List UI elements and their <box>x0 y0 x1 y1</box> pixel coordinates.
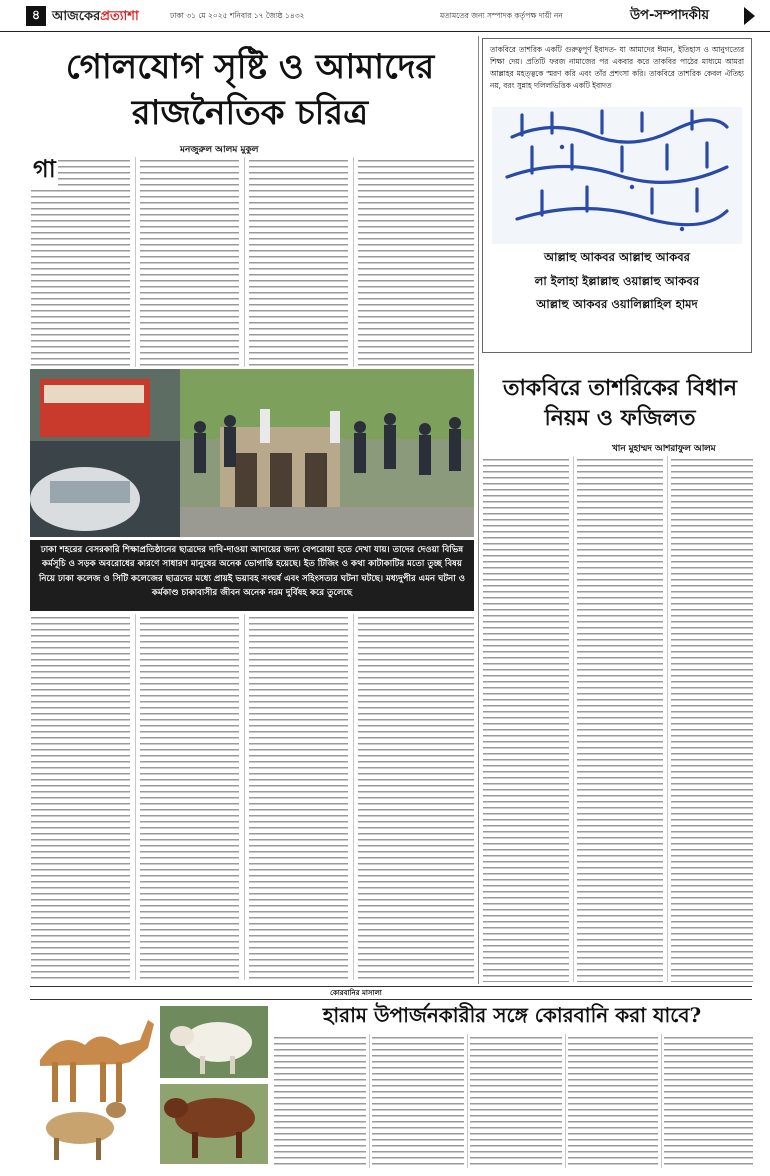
arabic-calligraphy-image <box>492 107 742 244</box>
article-text-block <box>249 614 348 980</box>
article-text-block <box>664 1034 753 1168</box>
masthead <box>0 0 770 32</box>
main-headline <box>28 44 472 136</box>
column-divider <box>244 157 245 367</box>
column-divider <box>353 614 354 980</box>
news-photo-illustration <box>30 369 474 537</box>
disclaimer: মতামতের জন্য সম্পাদক কর্তৃপক্ষ দায়ী নন <box>440 11 563 20</box>
article-text-block <box>58 157 130 187</box>
page-number: ৪ <box>26 6 46 26</box>
article-text-block <box>470 1034 562 1168</box>
column-divider <box>573 456 574 982</box>
right-headline-line2: নিয়ম ও ফজিলত <box>544 405 696 431</box>
takbir-line-1: আল্লাহু আকবর আল্লাহু আকবর <box>543 250 691 264</box>
article-text-block <box>31 614 130 980</box>
column-divider <box>369 1034 370 1168</box>
right-headline-line1: তাকবিরে তাশরিকের বিধান <box>502 375 738 401</box>
drop-cap: গা <box>33 155 56 183</box>
section-divider <box>478 36 479 984</box>
column-divider <box>661 1034 662 1168</box>
paper-name <box>52 7 139 28</box>
news-photo <box>30 369 474 537</box>
paper-name-part1: আজকের <box>52 9 101 24</box>
article-text-block <box>568 1034 658 1168</box>
sheep-icon <box>160 1006 268 1078</box>
bottom-section-band <box>30 986 752 1000</box>
article-text-block <box>358 614 474 980</box>
article-text-block <box>140 614 239 980</box>
article-text-block <box>372 1034 464 1168</box>
paper-name-part2: প্রত্যাশা <box>100 9 139 24</box>
article-text-block <box>140 157 239 367</box>
bottom-headline: হারাম উপার্জনকারীর সঙ্গে কোরবানি করা যাবে? <box>322 1003 702 1027</box>
column-divider <box>135 157 136 367</box>
dateline: ঢাকা ৩১ মে ২০২৫ শনিবার ১৭ জ্যৈষ্ঠ ১৪৩২ <box>170 11 305 20</box>
column-divider <box>244 614 245 980</box>
column-divider <box>135 614 136 980</box>
article-text-block <box>577 456 663 982</box>
section-label: উপ-সম্পাদকীয় <box>630 8 710 23</box>
right-byline: খান মুহাম্মদ আশরাফুল আলম <box>612 444 716 454</box>
cow-icon <box>160 1084 268 1164</box>
main-byline: মনজুরুল আলম মুকুল <box>180 145 259 155</box>
photo-caption: ঢাকা শহরের বেসরকারি শিক্ষাপ্রতিষ্ঠানের ছাত্রদের দাবি-দাওয়া আদায়ের জন্য বেপরোয়া হতে দেখা যায়। তাদের দেওয়া বিভিন্ন কর্মসূচি ও সড়ক অবরোধের কারণে সাধারণ মানুষের অনেক ভোগান্তি হয়েছে। ইত টিজিং ও কথা কাটাকাটির মতো তুচ্ছ বিষয় নিয়ে ঢাকা কলেজ ও সিটি কলেজের ছাত্রদের মধ্যে প্রায়ই ভয়াবহ সংঘর্ষ এবং সহিংসতার ঘটনা ঘটছে। মধ্যদুপীর এমন ঘটনা ও কর্মকাণ্ড চাকাবাসীর জীবন অনেক নরম দুর্বিষহ করে তুলেছে <box>30 540 474 611</box>
quote-text: তাকবিরে তাশরিক একটি গুরুত্বপূর্ণ ইবাদত- যা আমাদের ঈমান, ইতিহাস ও আনুগত্যের শিক্ষা দেয়। প্রতিটি ফরজ নামাজের পর একবার করে তাকবির পাঠের মাধ্যমে আমরা আল্লাহর মহত্ত্বকে স্মরণ করি এবং তাঁর প্রশংসা করি। তাকবিরে তাশরিক কেবল ঐতিহ্য নয়, বরং সুন্নাহ দলিলভিত্তিক একটি ইবাদত <box>490 45 744 90</box>
main-headline-line2: রাজনৈতিক চরিত্র <box>131 93 369 133</box>
article-text-block <box>483 456 569 982</box>
right-headline <box>482 373 758 433</box>
article-text-block <box>358 157 474 367</box>
sacrificial-animals-image <box>30 1000 268 1164</box>
column-divider <box>565 1034 566 1168</box>
column-divider <box>467 1034 468 1168</box>
article-text-block <box>274 1034 366 1168</box>
column-divider <box>353 157 354 367</box>
article-text-block <box>31 187 130 367</box>
bottom-section-label: কোরবানির মাসালা <box>330 989 382 997</box>
column-divider <box>667 456 668 982</box>
main-headline-line1: গোলযোগ সৃষ্টি ও আমাদের <box>65 47 435 87</box>
article-text-block <box>249 157 348 367</box>
takbir-line-3: আল্লাহু আকবর ওয়ালিল্লাহিল হামদ <box>536 297 698 311</box>
article-text-block <box>671 456 753 982</box>
takbir-line-2: লা ইলাহা ইল্লাল্লাহু ওয়াল্লাহু আকবর <box>534 274 700 288</box>
section-arrow-icon <box>744 7 755 25</box>
